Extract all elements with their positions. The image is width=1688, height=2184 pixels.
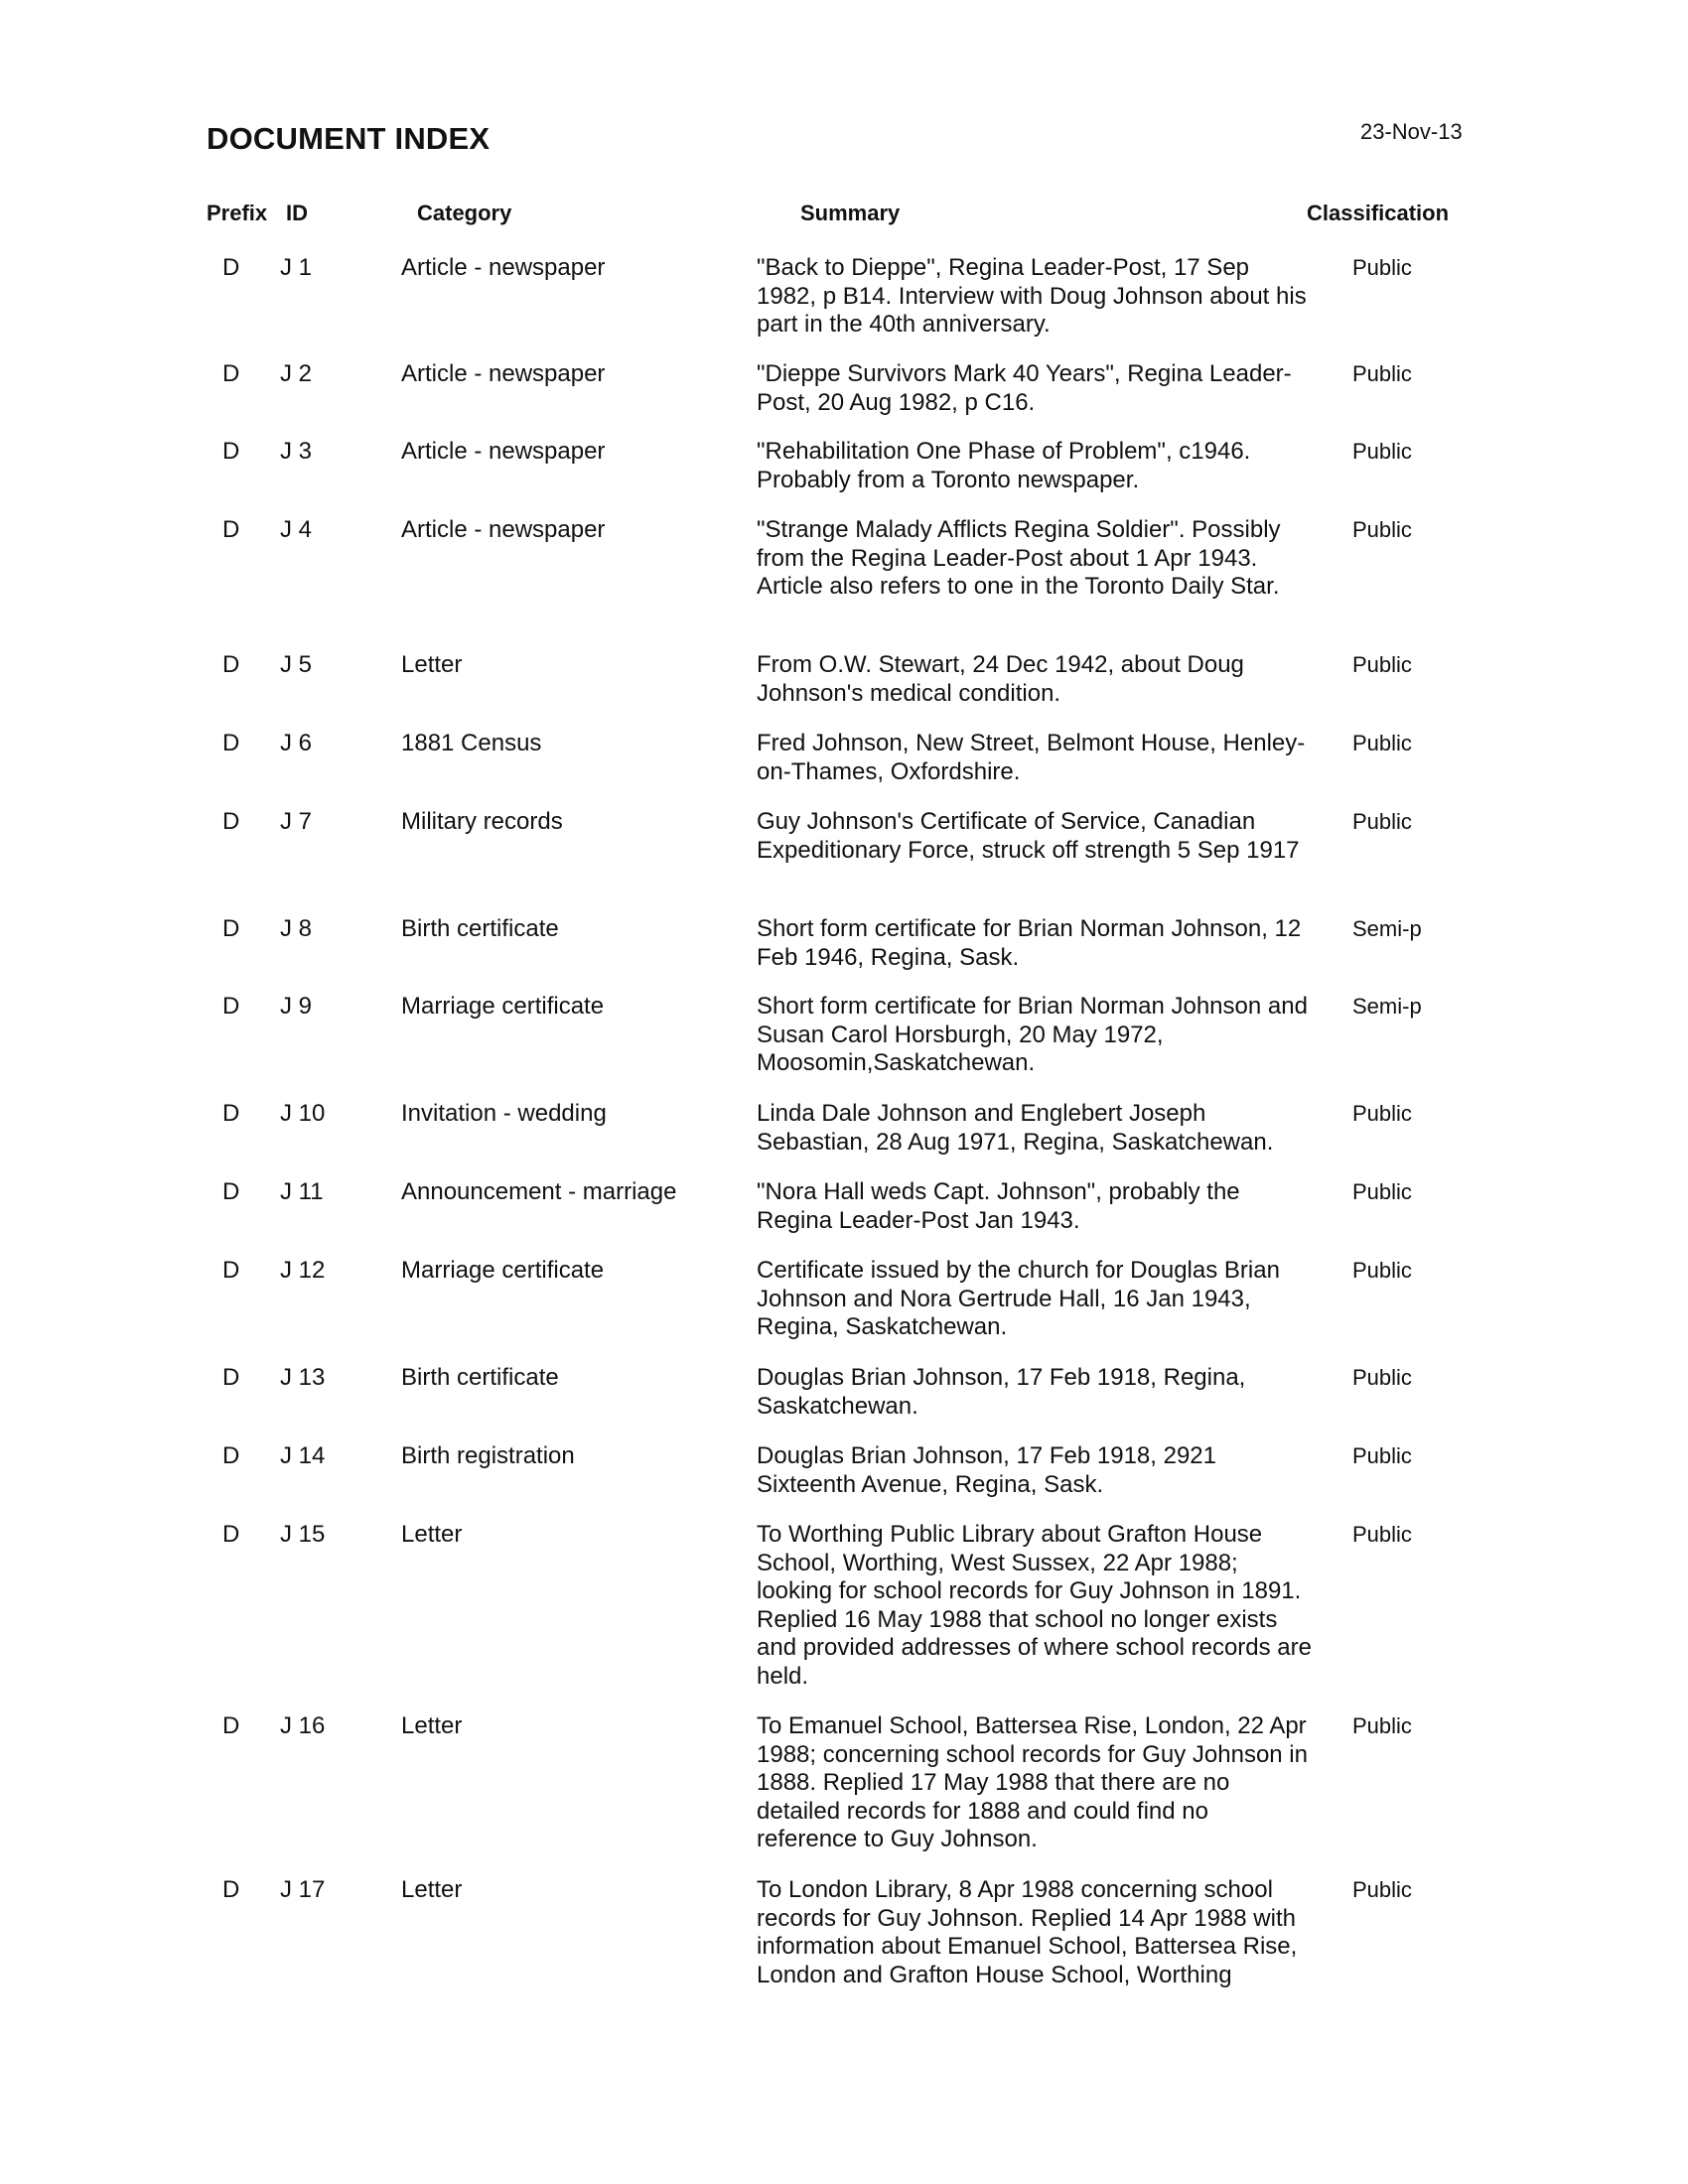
row-classification: Public — [1352, 361, 1412, 386]
row-classification: Public — [1352, 809, 1412, 834]
row-category: Birth certificate — [401, 915, 559, 942]
row-category: Birth certificate — [401, 1364, 559, 1391]
row-id: J 5 — [280, 651, 313, 678]
row-id: J 1 — [280, 254, 313, 281]
column-header-category: Category — [417, 201, 512, 225]
row-classification: Public — [1352, 1179, 1412, 1204]
document-date: 23-Nov-13 — [1360, 119, 1463, 144]
column-header-id: ID — [286, 201, 308, 225]
row-classification: Public — [1352, 1877, 1412, 1902]
row-summary: "Back to Dieppe", Regina Leader-Post, 17 Sep 1982, p B14. Interview with Doug Johnson about his part in the 40th anniversary. — [757, 254, 1307, 338]
row-category: Article - newspaper — [401, 254, 606, 281]
row-category: Letter — [401, 1876, 463, 1903]
row-id: J 2 — [280, 360, 313, 387]
row-summary: To Worthing Public Library about Grafton House School, Worthing, West Sussex, 22 Apr 1988; looking for school records for Guy Johnson in 1891. Replied 16 May 1988 that school no longer exists and provided addresses of where school records are held. — [757, 1521, 1312, 1690]
row-prefix: D — [222, 1521, 240, 1548]
row-id: J 10 — [280, 1100, 326, 1127]
row-category: Article - newspaper — [401, 438, 606, 465]
row-id: J 4 — [280, 516, 313, 543]
row-classification: Public — [1352, 652, 1412, 677]
row-summary: Douglas Brian Johnson, 17 Feb 1918, Regina, Saskatchewan. — [757, 1364, 1246, 1420]
row-classification: Public — [1352, 1713, 1412, 1738]
row-category: 1881 Census — [401, 730, 542, 756]
row-classification: Public — [1352, 255, 1412, 280]
row-category: Letter — [401, 1712, 463, 1739]
row-classification: Public — [1352, 1258, 1412, 1283]
row-summary: Guy Johnson's Certificate of Service, Canadian Expeditionary Force, struck off strength 5 Sep 1917 — [757, 808, 1300, 864]
row-classification: Public — [1352, 731, 1412, 755]
row-classification: Public — [1352, 439, 1412, 464]
row-summary: "Nora Hall weds Capt. Johnson", probably the Regina Leader-Post Jan 1943. — [757, 1178, 1240, 1234]
row-prefix: D — [222, 1876, 240, 1903]
row-prefix: D — [222, 1364, 240, 1391]
row-classification: Public — [1352, 1443, 1412, 1468]
row-prefix: D — [222, 254, 240, 281]
row-prefix: D — [222, 730, 240, 756]
row-category: Military records — [401, 808, 563, 835]
row-prefix: D — [222, 915, 240, 942]
row-id: J 6 — [280, 730, 313, 756]
row-category: Article - newspaper — [401, 360, 606, 387]
row-summary: Douglas Brian Johnson, 17 Feb 1918, 2921 Sixteenth Avenue, Regina, Sask. — [757, 1442, 1216, 1498]
row-id: J 8 — [280, 915, 313, 942]
row-prefix: D — [222, 516, 240, 543]
row-id: J 3 — [280, 438, 313, 465]
row-id: J 16 — [280, 1712, 326, 1739]
row-classification: Semi-p — [1352, 994, 1422, 1019]
row-prefix: D — [222, 1257, 240, 1284]
row-prefix: D — [222, 360, 240, 387]
row-category: Article - newspaper — [401, 516, 606, 543]
row-id: J 14 — [280, 1442, 326, 1469]
row-id: J 15 — [280, 1521, 326, 1548]
row-classification: Public — [1352, 1522, 1412, 1547]
row-prefix: D — [222, 1100, 240, 1127]
row-summary: Fred Johnson, New Street, Belmont House, Henley-on-Thames, Oxfordshire. — [757, 730, 1306, 785]
row-id: J 13 — [280, 1364, 326, 1391]
page-title: DOCUMENT INDEX — [207, 121, 491, 156]
row-id: J 11 — [280, 1178, 324, 1205]
column-header-prefix: Prefix — [207, 201, 268, 225]
row-prefix: D — [222, 808, 240, 835]
row-category: Birth registration — [401, 1442, 575, 1469]
row-summary: To Emanuel School, Battersea Rise, London, 22 Apr 1988; concerning school records for Guy Johnson in 1888. Replied 17 May 1988 that there are no detailed records for 1888 and could find no reference to Guy Johnson. — [757, 1712, 1308, 1852]
row-classification: Semi-p — [1352, 916, 1422, 941]
row-category: Marriage certificate — [401, 993, 605, 1020]
row-prefix: D — [222, 1442, 240, 1469]
row-summary: Certificate issued by the church for Douglas Brian Johnson and Nora Gertrude Hall, 16 Jan 1943, Regina, Saskatchewan. — [757, 1257, 1280, 1340]
row-id: J 7 — [280, 808, 313, 835]
row-classification: Public — [1352, 1365, 1412, 1390]
row-prefix: D — [222, 993, 240, 1020]
row-category: Letter — [401, 1521, 463, 1548]
row-summary: Short form certificate for Brian Norman Johnson and Susan Carol Horsburgh, 20 May 1972, Moosomin,Saskatchewan. — [757, 993, 1308, 1076]
row-classification: Public — [1352, 517, 1412, 542]
row-summary: Linda Dale Johnson and Englebert Joseph Sebastian, 28 Aug 1971, Regina, Saskatchewan. — [757, 1100, 1274, 1156]
row-category: Marriage certificate — [401, 1257, 605, 1284]
row-category: Invitation - wedding — [401, 1100, 607, 1127]
column-header-classification: Classification — [1307, 201, 1450, 225]
row-prefix: D — [222, 651, 240, 678]
row-prefix: D — [222, 1712, 240, 1739]
column-header-summary: Summary — [800, 201, 901, 225]
row-summary: To London Library, 8 Apr 1988 concerning school records for Guy Johnson. Replied 14 Apr 1988 with information about Emanuel School, Battersea Rise, London and Grafton House School, Worthing — [757, 1876, 1298, 1988]
row-id: J 12 — [280, 1257, 326, 1284]
row-prefix: D — [222, 1178, 240, 1205]
row-category: Letter — [401, 651, 463, 678]
row-summary: "Strange Malady Afflicts Regina Soldier". Possibly from the Regina Leader-Post about 1 Apr 1943. Article also refers to one in the Toronto Daily Star. — [757, 516, 1281, 600]
row-classification: Public — [1352, 1101, 1412, 1126]
row-summary: Short form certificate for Brian Norman Johnson, 12 Feb 1946, Regina, Sask. — [757, 915, 1302, 971]
row-summary: "Rehabilitation One Phase of Problem", c1946. Probably from a Toronto newspaper. — [757, 438, 1251, 493]
row-id: J 9 — [280, 993, 313, 1020]
row-category: Announcement - marriage — [401, 1178, 677, 1205]
row-id: J 17 — [280, 1876, 326, 1903]
row-summary: From O.W. Stewart, 24 Dec 1942, about Doug Johnson's medical condition. — [757, 651, 1244, 707]
row-prefix: D — [222, 438, 240, 465]
row-summary: "Dieppe Survivors Mark 40 Years", Regina Leader-Post, 20 Aug 1982, p C16. — [757, 360, 1292, 416]
